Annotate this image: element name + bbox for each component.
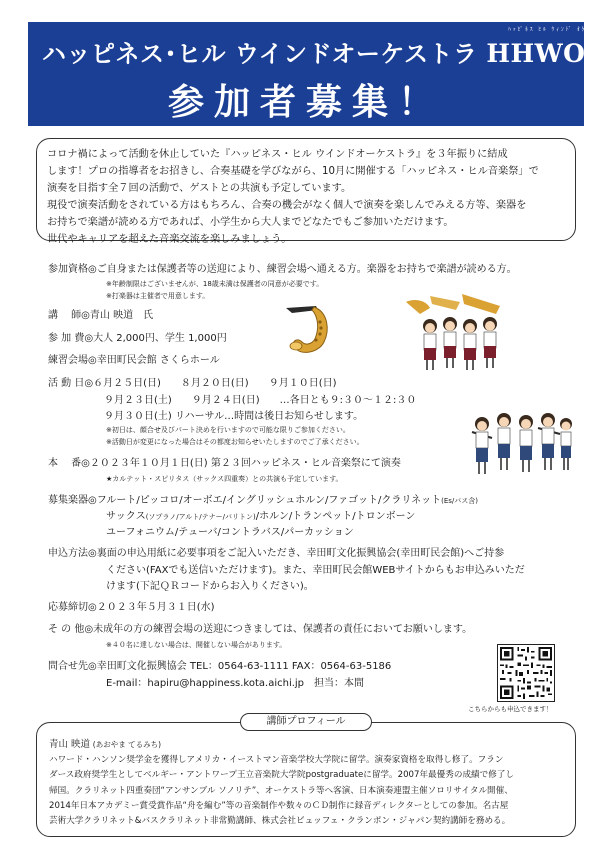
- apply-line: けます(下記ＱＲコードからお入りください)。: [106, 581, 314, 592]
- eligibility-text: 参加資格◎ご自身または保護者等の送迎により、練習会場へ通える方。楽器をお持ちで楽譜が読める方。: [48, 264, 517, 275]
- header-banner: [28, 22, 587, 126]
- venue-text: 練習会場◎幸田町民会館 さくらホール: [48, 355, 220, 366]
- page-title: [42, 34, 586, 69]
- profile-bio: [49, 753, 563, 829]
- instruments-small: (Es/バス含): [441, 497, 479, 505]
- instruments-line: [106, 510, 415, 524]
- instruments-text: サックス: [106, 511, 146, 522]
- profile-name: 青山 映道: [49, 739, 91, 750]
- instruments-text: 募集楽器◎フルート/ピッコロ/オーボエ/イングリッシュホルン/ファゴット/クラリネット: [48, 495, 442, 506]
- bio-line: 芸術大学クラリネット&バスクラリネット非常勤講師、株式会社ビュッフェ・クランポン・ジャパン契約講師を務める。: [49, 816, 511, 827]
- performance-note: ★カルテット・スピリタス（サックス四重奏）との共演も予定しています。: [106, 475, 343, 483]
- performance-text: 本 番◎２０２３年１０月１日(日) 第２３回ハッピネス・ヒル音楽祭にて演奏: [48, 458, 401, 469]
- intro-line: お持ちで楽譜が読める方であれば、小学生から大人までどなたでもご参加いただけます。: [47, 217, 454, 228]
- bio-line: 帰国。クラリネット四重奏団“アンサンブル ソノリテ”、オーケストラ等へ客演、日本演奏連盟主催ソロリサイタル開催、: [49, 785, 513, 796]
- intro-line: 現役で演奏活動をされている方はもちろん、合奏の機会がなく個人で演奏を楽しんでみえる方等、楽器を: [47, 200, 527, 211]
- schedule-line: 活 動 日◎６月２５日(日) ８月２０日(日) ９月１０日(日): [48, 378, 337, 389]
- intro-line: コロナ禍によって活動を休止していた『ハッピネス・ヒル ウインドオーケストラ』を３年振りに結成: [47, 149, 508, 160]
- fee-text: 参 加 費◎大人 2,000円、学生 1,000円: [48, 333, 227, 344]
- other-note: ※４０名に達しない場合は、開催しない場合があります。: [106, 641, 287, 649]
- instruments-text: /ホルン/トランペット/トロンボーン: [255, 511, 416, 522]
- woodwind-children-icon: [468, 404, 578, 484]
- contact-line: E-mail：hapiru@happiness.kota.aichi.jp 担当：本間: [106, 678, 365, 689]
- profile-box: [36, 722, 576, 837]
- intro-line: します！プロの指導者をお招きし、合奏基礎を学びながら、10月に開催する「ハッピネス・ヒル音楽祭」で: [47, 166, 539, 177]
- intro-line: 演奏を目指す全７回の活動で、ゲストとの共演も予定しています。: [47, 183, 352, 194]
- deadline-text: 応募締切◎２０２３年５月３１日(水): [48, 602, 215, 613]
- instruments-small: (ソプラノ/アルト/テナー/バリトン): [145, 513, 256, 521]
- contact-line: 問合せ先◎幸田町文化振興協会 TEL：0564-63-1111 FAX：0564-63-5186: [48, 661, 392, 672]
- eligibility-note: ※打楽器は主催者で用意します。: [106, 292, 210, 300]
- schedule-line: ９月３０日(土) リハーサル…時間は後日お知らせします。: [104, 411, 364, 422]
- schedule-note: ※初日は、顔合せ及びパート決めを行いますので可能な限りご参加ください。: [106, 426, 350, 434]
- title-jp: ハッピネス･ヒル ウインドオーケストラ: [42, 40, 478, 68]
- qr-code[interactable]: [497, 644, 555, 702]
- band-children-icon: [400, 292, 510, 372]
- bio-line: ハワード・ハンソン奨学金を獲得しアメリカ・イーストマン音楽学校大学院に留学。演奏家資格を取得し修了。フラン: [49, 755, 504, 766]
- schedule-line: ９月２３日(土) ９月２４日(日) …各日とも９:３０～１２:３０: [104, 395, 417, 406]
- saxophone-icon: [276, 300, 346, 360]
- page-subtitle: 参加者募集！: [167, 82, 444, 123]
- profile-name-row: [49, 737, 563, 753]
- eligibility-note: ※年齢制限はございませんが、18歳未満は保護者の同意が必要です。: [106, 280, 324, 288]
- apply-line: ください(FAXでも送信いただけます)。また、幸田町民会館WEBサイトからもお申込みいただ: [106, 565, 525, 576]
- instruments-line: [48, 494, 478, 508]
- other-text: そ の 他◎未成年の方の練習会場の送迎につきましては、保護者の責任においてお願いします。: [48, 624, 473, 635]
- instructor-text: 講 師◎青山 映道 氏: [48, 310, 154, 321]
- schedule-note: ※活動日が変更になった場合はその都度お知らせいたしますのでご了承ください。: [106, 438, 364, 446]
- bio-line: 2014年日本アカデミー賞受賞作品“舟を編む”等の音楽制作や数々のＣＤ制作に録音ディレクターとしての参加。名古屋: [49, 800, 509, 811]
- title-ruby: ﾊｯﾋﾟﾈｽ ﾋﾙ ｳｨﾝﾄﾞ ｵｹ: [508, 27, 587, 33]
- qr-caption: こちらからも申込できます！: [468, 705, 553, 713]
- profile-label: 講師プロフィール: [240, 713, 372, 731]
- instruments-line: ユーフォニウム/テューバ/コントラバス/パーカッション: [106, 527, 354, 538]
- apply-line: 申込方法◎裏面の申込用紙に必要事項をご記入いただき、幸田町文化振興協会(幸田町民会館)へご持参: [48, 548, 505, 559]
- bio-line: ダース政府奨学生としてベルギー・アントワープ王立音楽院大学院postgraduateに留学。2007年最優秀の成績で修了し: [49, 770, 515, 781]
- intro-box: [36, 138, 576, 245]
- profile-reading: (あおやま てるみち): [92, 740, 162, 749]
- intro-line: 世代やキャリアを超えた音楽交流を楽しみましょう。: [47, 234, 292, 245]
- title-en: HHWO: [486, 39, 586, 68]
